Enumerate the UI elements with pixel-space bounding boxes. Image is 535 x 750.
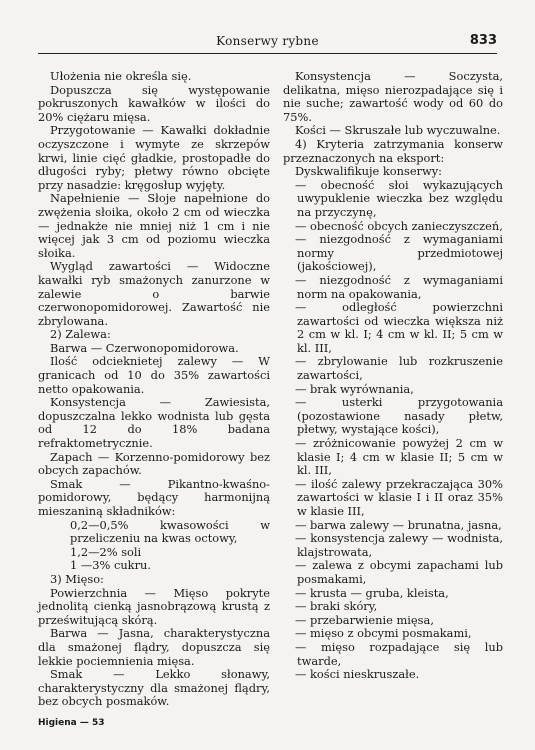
paragraph: Napełnienie — Słoje napełnione do zwężenia słoika, około 2 cm od wieczka — jednakże nie mniej niż 1 cm i nie więcej jak 3 cm od poziomu wieczka słoika. xyxy=(38,191,270,260)
paragraph: Smak — Pikantno-kwaśno-pomidorowy, będący harmonijną mieszaniną składników: xyxy=(38,476,270,518)
right-column xyxy=(283,70,503,682)
running-header-title: Konserwy rybne xyxy=(216,34,319,48)
list-item: — kości nieskruszałe. xyxy=(295,667,420,682)
list-heading: Dyskwalifikuje konserwy: xyxy=(295,164,443,179)
ingredient-line: 1,2—2% soli xyxy=(70,544,142,559)
list-item: — niezgodność z wymaganiami norm na opakowania, xyxy=(295,272,503,301)
footer-text: Higiena — 53 xyxy=(38,718,105,728)
paragraph: Smak — Lekko słonawy, charakterystyczny dla smażonej flądry, bez obcych posmaków. xyxy=(38,667,270,709)
paragraph: Konsystencja — Zawiesista, dopuszczalna lekko wodnista lub gęsta od 12 do 18% badana refraktometrycznie. xyxy=(38,395,270,451)
list-item: — krusta — gruba, kleista, xyxy=(295,585,449,600)
left-column xyxy=(38,70,270,709)
list-item: — zalewa z obcymi zapachami lub posmakami, xyxy=(295,558,503,586)
paragraph: Przygotowanie — Kawałki dokładnie oczyszczone i wymyte ze skrzepów krwi, linie cięć gładkie, prostopadłe do długości ryby; płetwy równo obcięte przy nasadzie: kręgosłup wyjęty. xyxy=(38,123,270,192)
list-item: — barwa zalewy — brunatna, jasna, xyxy=(295,517,502,532)
list-item: — konsystencja zalewy — wodnista, klajstrowata, xyxy=(295,531,503,559)
ingredient-line: 1 —3% cukru. xyxy=(70,558,151,573)
list-item: — mięso z obcymi posmakami, xyxy=(295,626,472,641)
header-rule xyxy=(38,53,497,54)
paragraph: Dopuszcza się występowanie pokruszonych kawałków w ilości do 20% ciężaru mięsa. xyxy=(38,82,270,124)
list-item: — braki skóry, xyxy=(295,599,378,614)
list-item: — mięso rozpadające się lub twarde, xyxy=(295,639,503,668)
paragraph: Wygląd zawartości — Widoczne kawałki ryb smażonych zanurzone w zalewie o barwie czerwonopomidorowej. Zawartość nie zbrylowana. xyxy=(38,259,270,328)
paragraph: Zapach — Korzenno-pomidorowy bez obcych zapachów. xyxy=(38,449,270,478)
list-item: — ilość zalewy przekraczająca 30% zawartości w klasie I i II oraz 35% w klasie III, xyxy=(295,476,503,518)
list-item: — zbrylowanie lub rozkruszenie zawartości, xyxy=(295,354,503,383)
paragraph: Kości — Skruszałe lub wyczuwalne. xyxy=(295,123,501,138)
list-item: — przebarwienie mięsa, xyxy=(295,612,434,627)
paragraph: Barwa — Jasna, charakterystyczna dla smażonej flądry, dopuszcza się lekkie pociemnienia mięsa. xyxy=(38,626,270,668)
paragraph: Ułożenia nie określa się. xyxy=(50,69,192,83)
list-item: — odległość powierzchni zawartości od wieczka większa niż 2 cm w kl. I; 4 cm w kl. II; 5 cm w kl. III, xyxy=(295,300,503,355)
list-item: — usterki przygotowania (pozostawione nasady płetw, płetwy, wystające kości), xyxy=(295,395,503,437)
paragraph: Barwa — Czerwonopomidorowa. xyxy=(50,340,239,355)
paragraph: Powierzchnia — Mięso pokryte jednolitą cienką jasnobrązową krustą z prześwitującą skórą. xyxy=(38,585,270,627)
ingredient-line: 0,2—0,5% kwasowości w przeliczeniu na kwas octowy, xyxy=(70,517,270,546)
list-item: — niezgodność z wymaganiami normy przedmiotowej (jakościowej), xyxy=(295,232,503,274)
list-item: — obecność obcych zanieczyszczeń, xyxy=(295,218,503,233)
section-heading: 2) Zalewa: xyxy=(50,327,111,342)
page-number: 833 xyxy=(469,33,497,48)
paragraph: Konsystencja — Soczysta, delikatna, mięso nierozpadające się i nie suche; zawartość wody od 60 do 75%. xyxy=(283,69,503,124)
list-item: — zróżnicowanie powyżej 2 cm w klasie I; 4 cm w klasie II; 5 cm w kl. III, xyxy=(295,436,503,478)
paragraph: Ilość odcieknietej zalewy — W granicach od 10 do 35% zawartości netto opakowania. xyxy=(38,354,270,396)
list-item: — obecność słoi wykazujących uwypuklenie wieczka bez względu na przyczynę, xyxy=(295,177,503,219)
section-heading: 4) Kryteria zatrzymania konserw przeznaczonych na eksport: xyxy=(283,136,503,165)
section-heading: 3) Mięso: xyxy=(50,571,104,586)
list-item: — brak wyrównania, xyxy=(295,381,414,396)
